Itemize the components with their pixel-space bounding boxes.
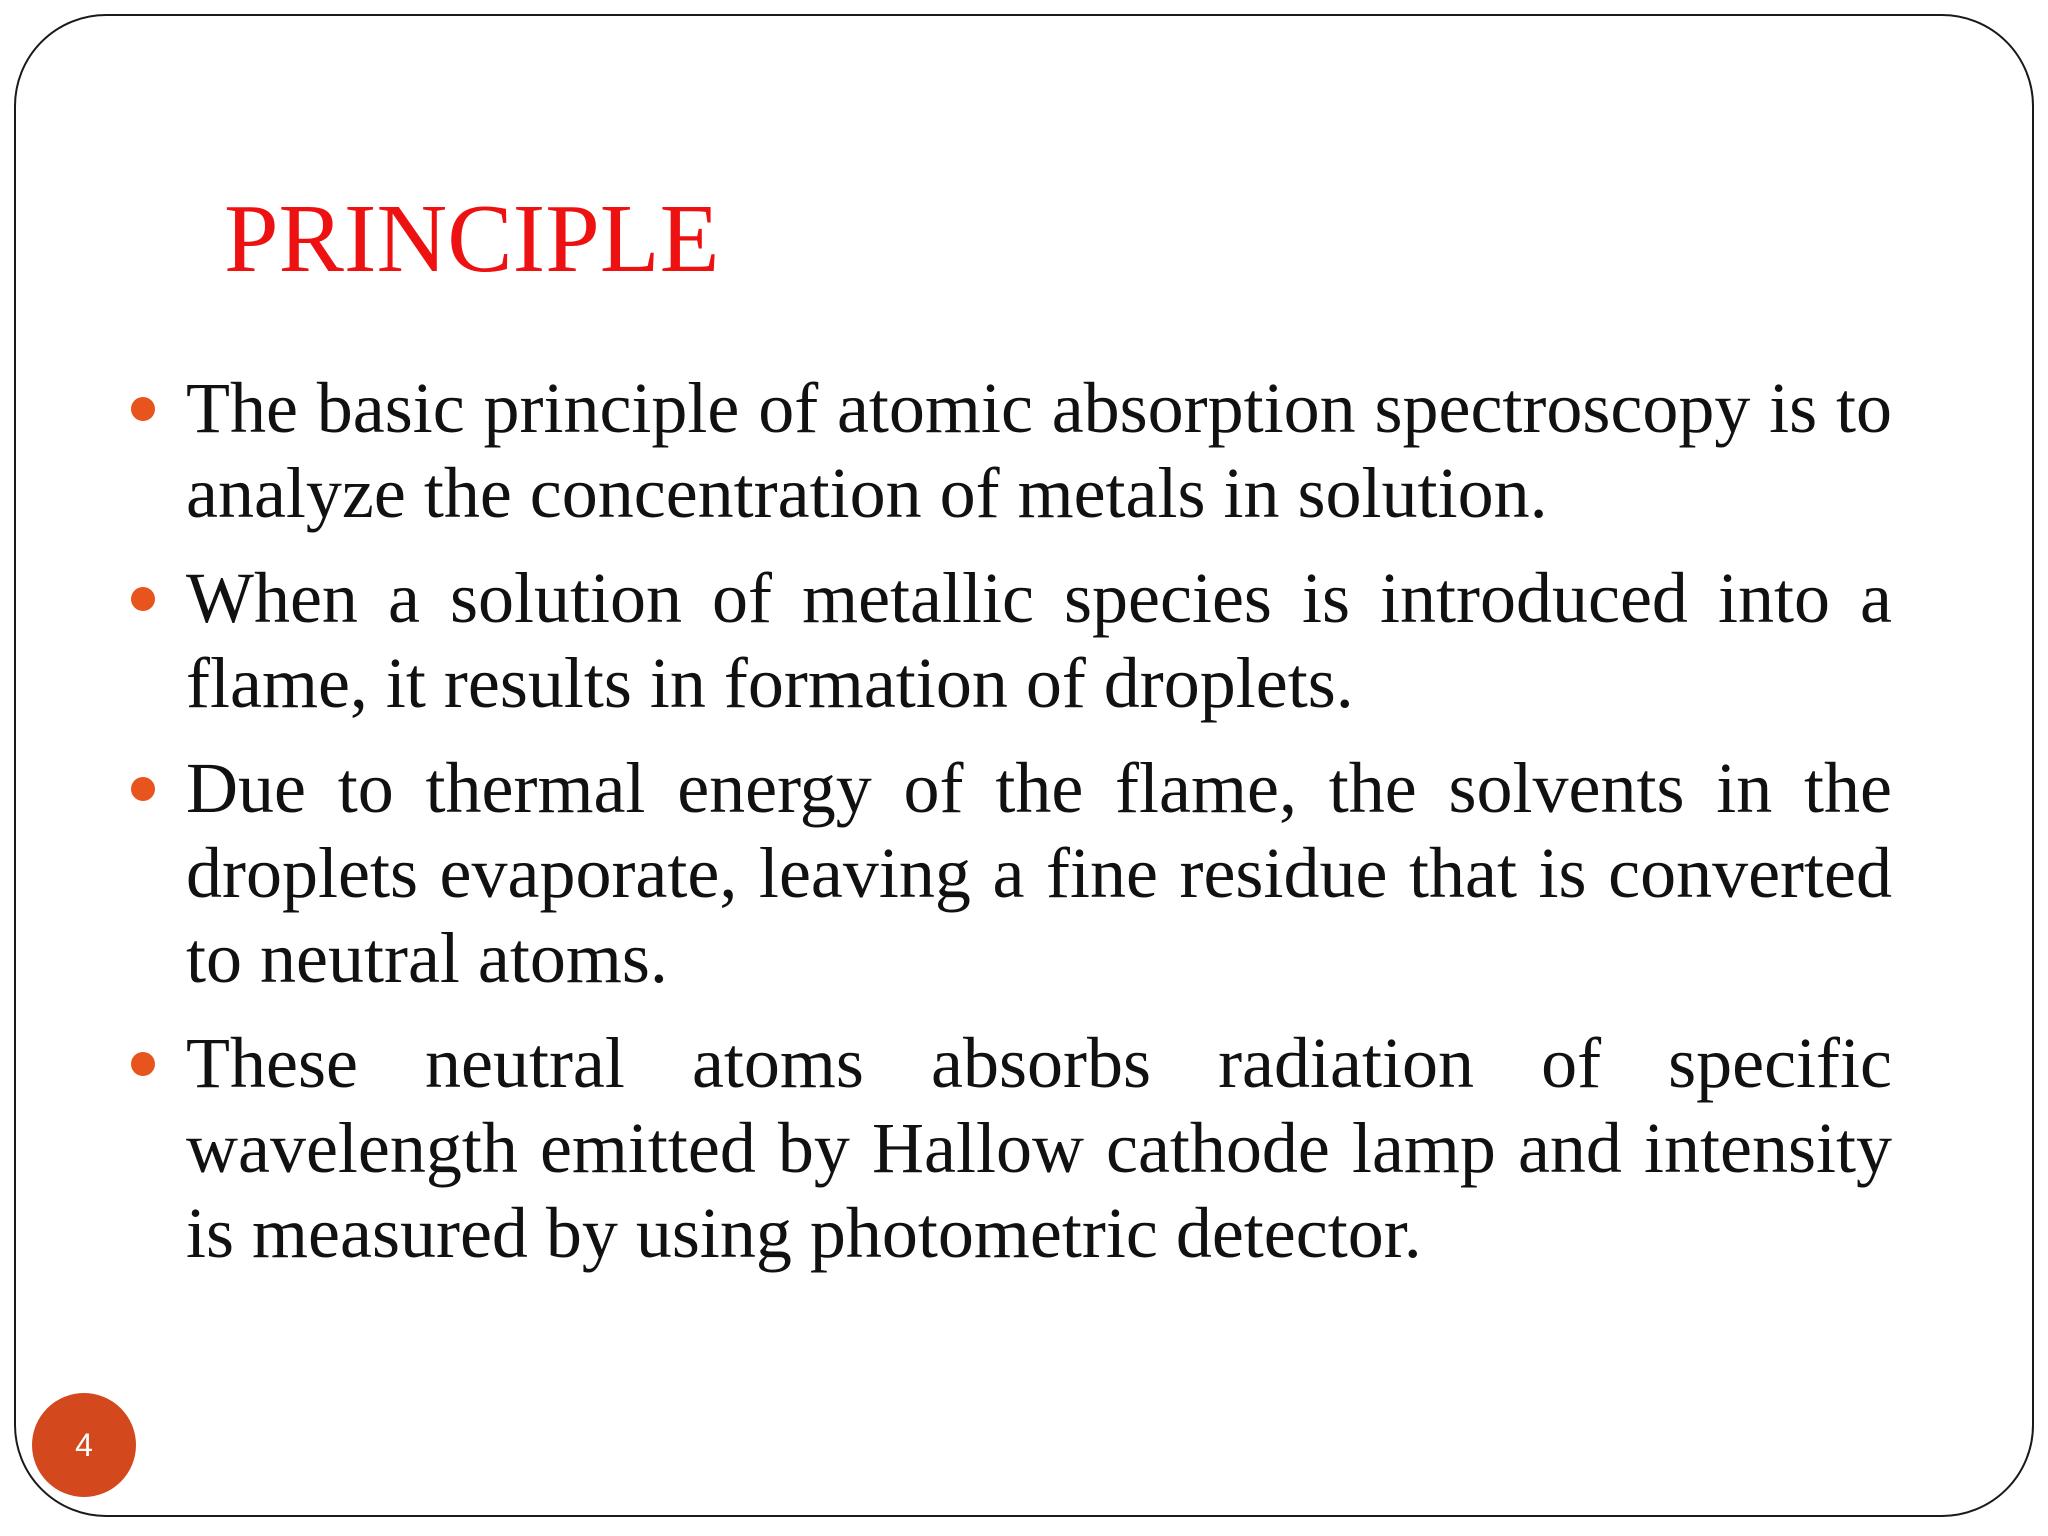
bullet-dot-icon [131, 777, 155, 801]
bullet-text: When a solution of metallic species is introduced into a flame, it results in formation of droplets. [186, 558, 1892, 723]
bullet-text: Due to thermal energy of the flame, the solvents in the droplets evaporate, leaving a fine residue that is converted to neutral atoms. [186, 748, 1892, 998]
bullet-dot-icon [131, 397, 155, 421]
bullet-text: These neutral atoms absorbs radiation of specific wavelength emitted by Hallow cathode lamp and intensity is measured by using photometric detector. [186, 1023, 1892, 1273]
bullet-text: The basic principle of atomic absorption spectroscopy is to analyze the concentration of metals in solution. [186, 368, 1892, 533]
bullet-list [186, 366, 1892, 1296]
bullet-item [186, 1021, 1892, 1276]
page-number-badge: 4 [32, 1393, 136, 1497]
bullet-item [186, 366, 1892, 536]
bullet-item [186, 556, 1892, 726]
bullet-dot-icon [131, 587, 155, 611]
slide-title: PRINCIPLE [224, 185, 720, 293]
bullet-item [186, 746, 1892, 1001]
bullet-dot-icon [131, 1052, 155, 1076]
